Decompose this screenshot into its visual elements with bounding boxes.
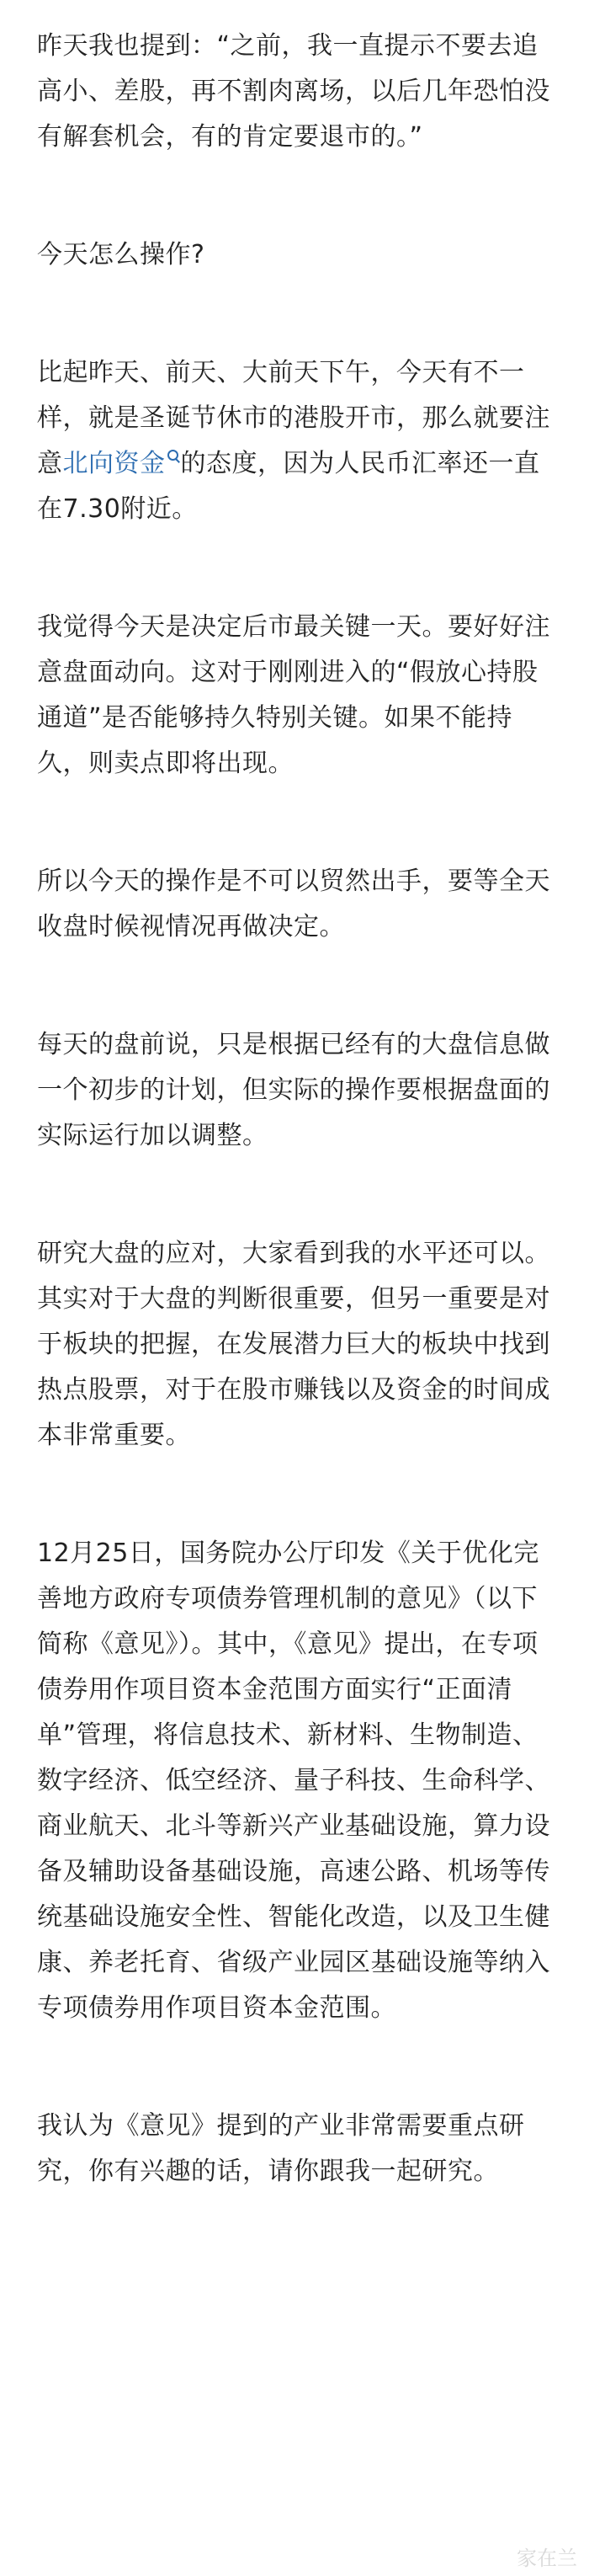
article-body <box>37 24 552 2195</box>
paragraph-7: 研究大盘的应对，大家看到我的水平还可以。其实对于大盘的判断很重要，但另一重要是对于板块的把握，在发展潜力巨大的板块中找到热点股票，对于在股市赚钱以及资金的时间成本非常重要。 <box>37 1239 550 1450</box>
paragraph-8: 12月25日，国务院办公厅印发《关于优化完善地方政府专项债券管理机制的意见》（以下简称《意见》）。其中，《意见》提出，在专项债券用作项目资本金范围方面实行“正面清单”管理，将信息技术、新材料、生物制造、数字经济、低空经济、量子科技、生命科学、商业航天、北斗等新兴产业基础设施，算力设备及辅助设备基础设施，高速公路、机场等传统基础设施安全性、智能化改造，以及卫生健康、养老托育、省级产业园区基础设施等纳入专项债券用作项目资本金范围。 <box>37 1539 550 2023</box>
paragraph-5: 所以今天的操作是不可以贸然出手，要等全天收盘时候视情况再做决定。 <box>37 867 550 941</box>
paragraph-question: 今天怎么操作? <box>37 240 205 269</box>
paragraph-9: 我认为《意见》提到的产业非常需要重点研究，你有兴趣的话，请你跟我一起研究。 <box>37 2111 525 2186</box>
paragraph-6: 每天的盘前说，只是根据已经有的大盘信息做一个初步的计划，但实际的操作要根据盘面的实际运行加以调整。 <box>37 1030 550 1150</box>
north-capital-link[interactable]: 北向资金 <box>62 449 166 478</box>
paragraph-4: 我觉得今天是决定后市最关键一天。要好好注意盘面动向。这对于刚刚进入的“假放心持股通道”是否能够持久特别关键。如果不能持久，则卖点即将出现。 <box>37 612 550 778</box>
paragraph-3-text-b: 的态度，因为人民币汇率还一直在7.30附近。 <box>37 449 540 524</box>
watermark: 家在兰 <box>517 2547 577 2570</box>
paragraph-3-text-a: 比起昨天、前天、大前天下午，今天有不一样，就是圣诞节休市的港股开市，那么就要注意 <box>37 358 550 478</box>
search-icon[interactable] <box>167 450 179 461</box>
paragraph-3 <box>37 350 552 532</box>
paragraph-1: 昨天我也提到：“之前，我一直提示不要去追高小、差股，再不割肉离场，以后几年恐怕没有解套机会，有的肯定要退市的。” <box>37 31 550 152</box>
